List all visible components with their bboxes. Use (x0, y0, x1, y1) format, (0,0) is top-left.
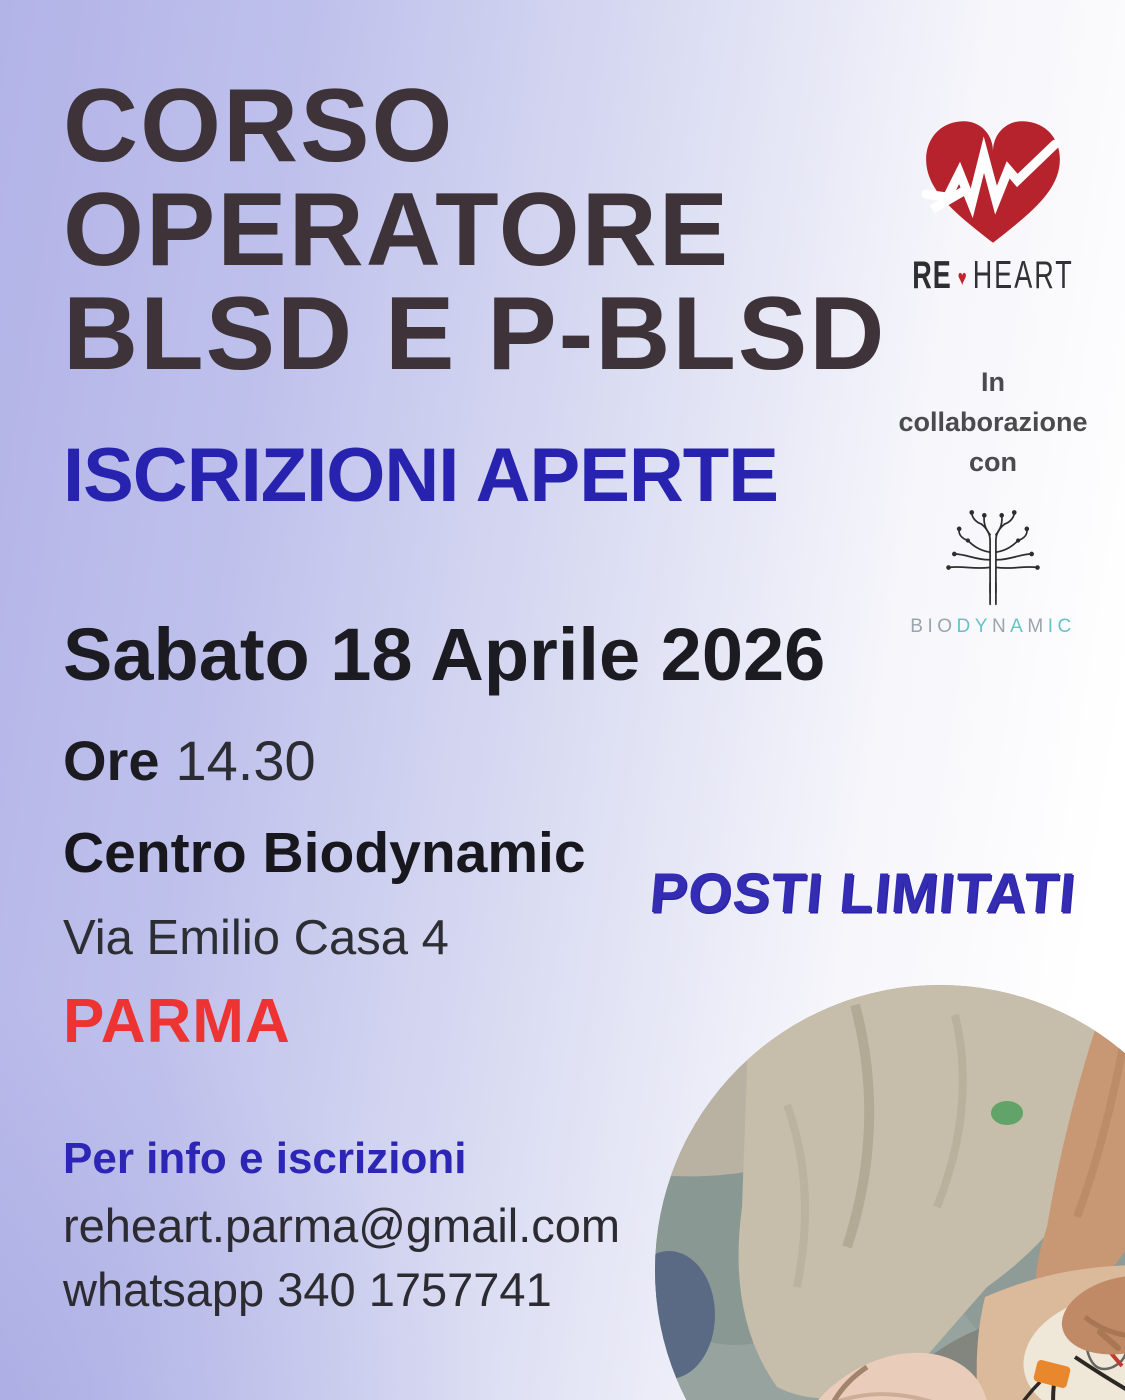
venue-address: Via Emilio Casa 4 (63, 911, 449, 965)
contact-whatsapp: whatsapp 340 1757741 (63, 1263, 552, 1316)
limited-seats-note: POSTI LIMITATI (647, 861, 1079, 924)
reheart-word-heart: HEART (972, 253, 1074, 297)
course-title (63, 68, 887, 392)
course-date: Sabato 18 Aprile 2026 (63, 613, 826, 696)
course-title-line-3: BLSD E P-BLSD (63, 276, 887, 392)
collaboration-line-3: con (968, 447, 1017, 477)
course-time (63, 728, 316, 793)
time-label: Ore (63, 729, 160, 792)
biodynamic-wordmark: BIODYNAMIC (910, 616, 1076, 637)
collaboration-line-1: In (981, 367, 1005, 397)
open-enrollment-banner: ISCRIZIONI APERTE (63, 433, 778, 518)
heart-dot-icon: ♥ (957, 266, 967, 291)
contact-email: reheart.parma@gmail.com (63, 1199, 621, 1252)
reheart-word-re: RE (912, 253, 952, 297)
contact-heading: Per info e iscrizioni (63, 1134, 467, 1183)
collaboration-note (867, 362, 1119, 482)
collaboration-line-2: collaborazione (898, 407, 1088, 437)
venue-name: Centro Biodynamic (63, 821, 586, 885)
cpr-training-photo (655, 985, 1125, 1400)
course-title-line-1: CORSO (63, 68, 455, 184)
cpr-photo-illustration (655, 985, 1125, 1400)
biodynamic-tree-icon (933, 496, 1053, 612)
venue-city: PARMA (63, 987, 291, 1056)
course-title-line-2: OPERATORE (63, 172, 731, 288)
reheart-heart-ekg-icon (917, 106, 1069, 258)
time-value: 14.30 (175, 729, 316, 792)
reheart-wordmark (867, 253, 1119, 298)
logos-column (867, 0, 1119, 700)
